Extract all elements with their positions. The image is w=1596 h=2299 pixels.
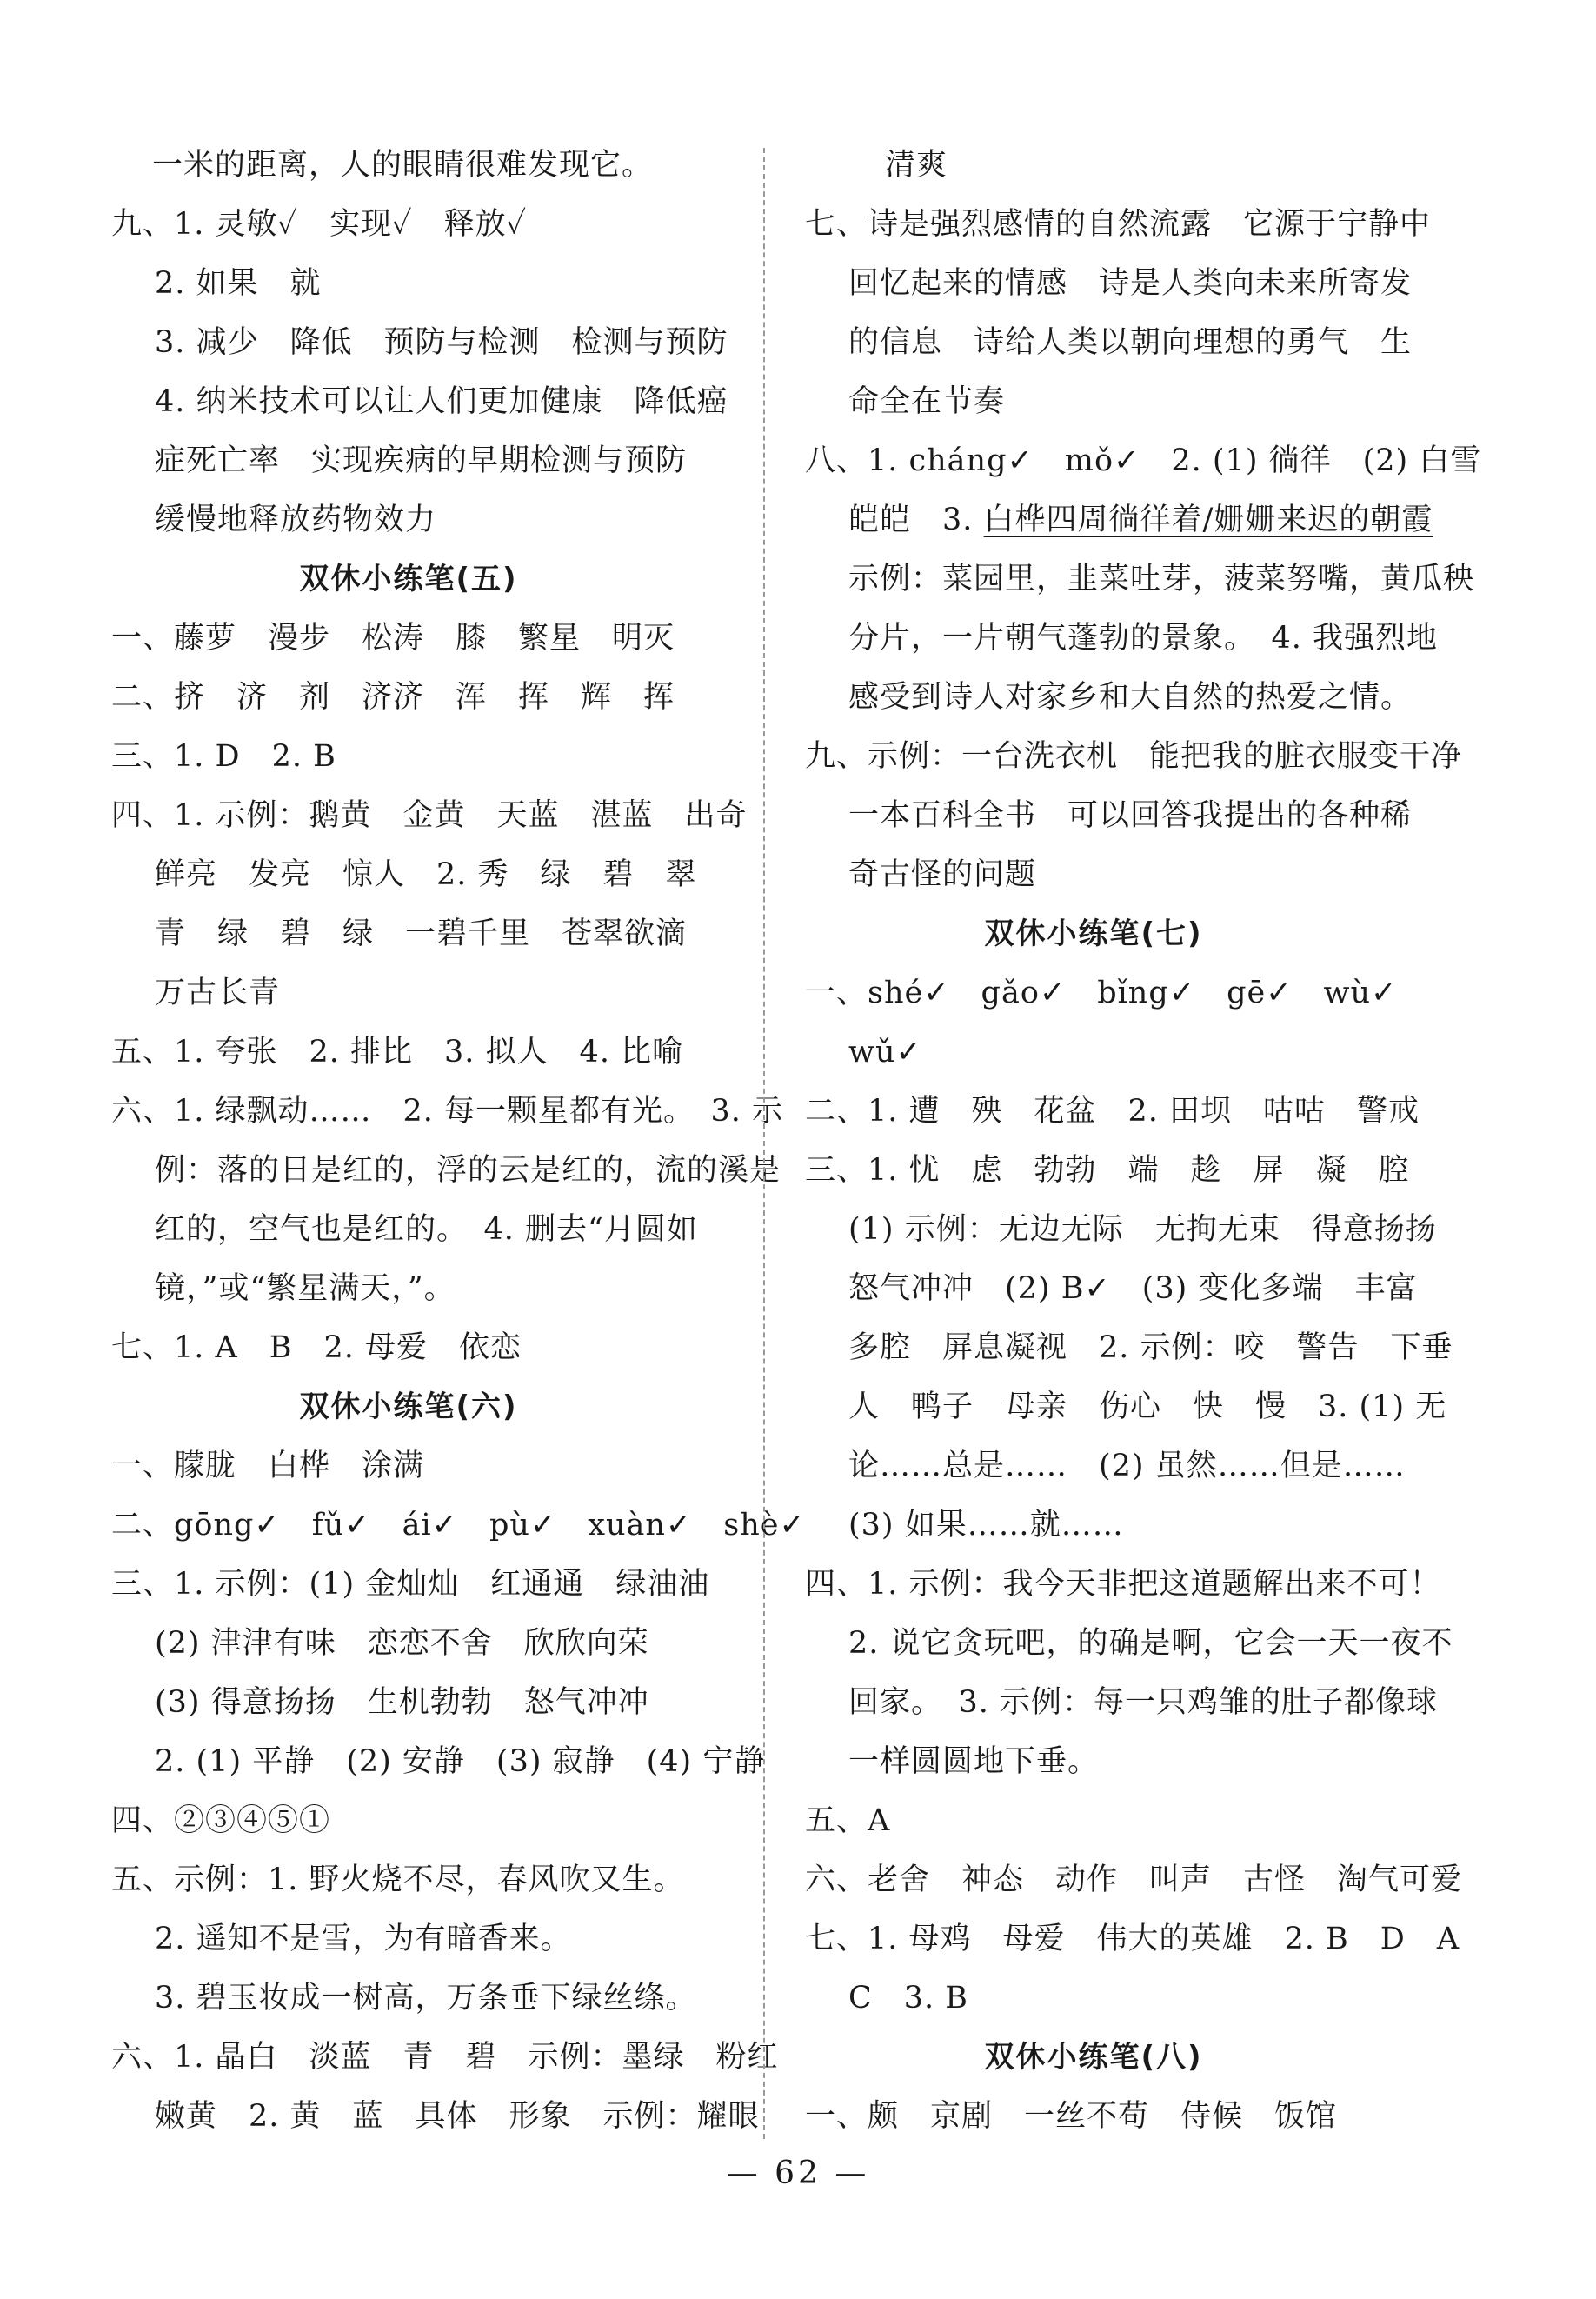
answer-line: C 3. B (848, 1981, 969, 2016)
answer-line: 六、1. 晶白 淡蓝 青 碧 示例：墨绿 粉红 (111, 2040, 779, 2075)
answer-line: 回家。 3. 示例：每一只鸡雏的肚子都像球 (848, 1685, 1439, 1720)
answer-line: 怒气冲冲 (2) B✓ (3) 变化多端 丰富 (848, 1271, 1418, 1306)
answer-line: 七、1. A B 2. 母爱 依恋 (111, 1330, 522, 1365)
answer-line: 清爽 (885, 148, 948, 183)
answer-line: 二、gōng✓ fǔ✓ ái✓ pù✓ xuàn✓ shè✓ (111, 1508, 806, 1543)
answer-line: (1) 示例：无边无际 无拘无束 得意扬扬 (848, 1212, 1437, 1247)
section-heading: 双休小练笔(六) (299, 1389, 518, 1424)
answer-line: 九、1. 灵敏✓ 实现✓ 释放✓ (111, 207, 528, 242)
answer-line: 症死亡率 实现疾病的早期检测与预防 (155, 443, 688, 478)
answer-line: 三、1. D 2. B (111, 739, 336, 774)
answer-line: 2. 如果 就 (155, 266, 322, 301)
section-heading: 双休小练笔(八) (984, 2040, 1203, 2075)
answer-line: 3. 减少 降低 预防与检测 检测与预防 (155, 325, 728, 360)
answer-line: 奇古怪的问题 (848, 857, 1037, 892)
answer-line: 四、1. 示例：鹅黄 金黄 天蓝 湛蓝 出奇 (111, 798, 748, 833)
page-number: — 62 — (726, 2156, 870, 2191)
answer-line: 五、1. 夸张 2. 排比 3. 拟人 4. 比喻 (111, 1035, 684, 1070)
answer-line: 一、藤萝 漫步 松涛 膝 繁星 明灭 (111, 621, 675, 656)
answer-line: 红的，空气也是红的。 4. 删去“月圆如 (155, 1212, 698, 1247)
answer-line: 七、诗是强烈感情的自然流露 它源于宁静中 (805, 207, 1432, 242)
answer-line: 三、1. 忧 虑 勃勃 端 趁 屏 凝 腔 (805, 1153, 1410, 1188)
answer-line: (3) 得意扬扬 生机勃勃 怒气冲冲 (155, 1685, 649, 1720)
answer-line: 多腔 屏息凝视 2. 示例：咬 警告 下垂 (848, 1330, 1453, 1365)
answer-line: 七、1. 母鸡 母爱 伟大的英雄 2. B D A (805, 1922, 1460, 1956)
answer-line: 鲜亮 发亮 惊人 2. 秀 绿 碧 翠 (155, 857, 697, 892)
answer-line: 二、1. 遭 殃 花盆 2. 田坝 咕咕 警戒 (805, 1094, 1420, 1129)
answer-line: 一米的距离，人的眼睛很难发现它。 (152, 148, 654, 183)
answer-line: 五、示例：1. 野火烧不尽，春风吹又生。 (111, 1863, 685, 1897)
answer-line: 4. 纳米技术可以让人们更加健康 降低癌 (155, 384, 728, 419)
answer-line: 人 鸭子 母亲 伤心 快 慢 3. (1) 无 (848, 1389, 1447, 1424)
answer-line: 六、老舍 神态 动作 叫声 古怪 淘气可爱 (805, 1863, 1463, 1897)
answer-line: 万古长青 (155, 976, 281, 1010)
column-divider (763, 148, 765, 2139)
answer-line: 嫩黄 2. 黄 蓝 具体 形象 示例：耀眼 (155, 2099, 760, 2134)
answer-line: (2) 津津有味 恋恋不舍 欣欣向荣 (155, 1626, 649, 1661)
underlined-answer: 白桦四周徜徉着/姗姗来迟的朝霞 (983, 503, 1433, 537)
answer-line: 八、1. cháng✓ mǒ✓ 2. (1) 徜徉 (2) 白雪 (805, 443, 1482, 478)
answer-line: 缓慢地释放药物效力 (155, 503, 437, 537)
answer-line: 2. 说它贪玩吧，的确是啊，它会一天一夜不 (848, 1626, 1453, 1661)
answer-line: 六、1. 绿飘动…… 2. 每一颗星都有光。 3. 示 (111, 1094, 784, 1129)
answer-line: 一、颇 京剧 一丝不苟 侍候 饭馆 (805, 2099, 1338, 2134)
answer-line: 镜，”或“繁星满天，”。 (155, 1271, 456, 1306)
answer-line: 四、②③④⑤① (111, 1803, 331, 1838)
answer-line: 一、朦胧 白桦 涂满 (111, 1449, 425, 1483)
answer-line: 回忆起来的情感 诗是人类向未来所寄发 (848, 266, 1413, 301)
answer-line: 四、1. 示例：我今天非把这道题解出来不可！ (805, 1567, 1441, 1602)
answer-line: 感受到诗人对家乡和大自然的热爱之情。 (848, 680, 1413, 715)
answer-line: 2. 遥知不是雪，为有暗香来。 (155, 1922, 572, 1956)
answer-line: 一样圆圆地下垂。 (848, 1744, 1100, 1779)
answer-line: 2. (1) 平静 (2) 安静 (3) 寂静 (4) 宁静 (155, 1744, 766, 1779)
answer-line: 九、示例：一台洗衣机 能把我的脏衣服变干净 (805, 739, 1463, 774)
answer-line: 示例：菜园里，韭菜吐芽，菠菜努嘴，黄瓜秧 (848, 562, 1475, 596)
answer-line: 青 绿 碧 绿 一碧千里 苍翠欲滴 (155, 916, 688, 951)
answer-line: 五、A (805, 1803, 891, 1838)
answer-line: 命全在节奏 (848, 384, 1006, 419)
answer-line: 三、1. 示例：(1) 金灿灿 红通通 绿油油 (111, 1567, 710, 1602)
answer-line: (3) 如果……就…… (848, 1508, 1124, 1543)
answer-line: 的信息 诗给人类以朝向理想的勇气 生 (848, 325, 1413, 360)
answer-line: wǔ✓ (848, 1035, 922, 1070)
answer-line (848, 498, 1433, 542)
answer-line: 一、shé✓ gǎo✓ bǐng✓ gē✓ wù✓ (805, 976, 1398, 1010)
answer-line: 分片，一片朝气蓬勃的景象。 4. 我强烈地 (848, 621, 1439, 656)
answer-line: 例：落的日是红的，浮的云是红的，流的溪是 (155, 1153, 781, 1188)
answer-line: 论……总是…… (2) 虽然……但是…… (848, 1449, 1406, 1483)
answer-line: 二、挤 济 剂 济济 浑 挥 辉 挥 (111, 680, 675, 715)
section-heading: 双休小练笔(五) (299, 562, 518, 596)
section-heading: 双休小练笔(七) (984, 916, 1203, 951)
answer-text: 皑皑 3. (848, 503, 984, 537)
answer-line: 3. 碧玉妆成一树高，万条垂下绿丝绦。 (155, 1981, 697, 2016)
answer-line: 一本百科全书 可以回答我提出的各种稀 (848, 798, 1413, 833)
